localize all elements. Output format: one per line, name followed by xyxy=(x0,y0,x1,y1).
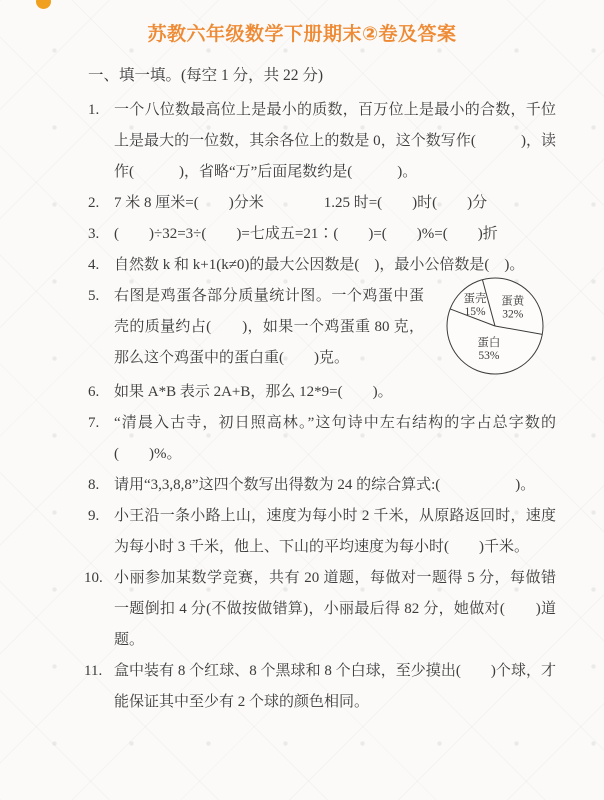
question-text: “清晨入古寺，初日照高林。”这句诗中左右结构的字占总字数的( )%。 xyxy=(114,415,556,462)
page-content xyxy=(0,64,604,718)
question-number: 4. xyxy=(88,257,100,273)
question-text: 请用“3,3,8,8”这四个数写出得数为 24 的综合算式:( )。 xyxy=(114,477,536,493)
question-number: 7. xyxy=(88,415,100,431)
pie-label-2: 蛋白 53% xyxy=(477,337,501,363)
question-9 xyxy=(88,501,556,563)
pie-label-0: 蛋壳 15% xyxy=(463,292,487,318)
question-number: 9. xyxy=(88,508,100,524)
question-text: 小丽参加某数学竞赛，共有 20 道题，每做对一题得 5 分，每做错一题倒扣 4 分(不做按做错算)，小丽最后得 82 分，她做对( )道题。 xyxy=(114,570,556,648)
question-text: 右图是鸡蛋各部分质量统计图。一个鸡蛋中蛋壳的质量约占( )，如果一个鸡蛋重 80 克，那么这个鸡蛋中的蛋白重( )克。 xyxy=(114,288,424,366)
question-1 xyxy=(88,95,556,188)
question-number: 6. xyxy=(88,384,100,400)
question-8 xyxy=(88,470,556,501)
question-text: 自然数 k 和 k+1(k≠0)的最大公因数是( )，最小公倍数是( )。 xyxy=(114,257,525,273)
question-text: 如果 A*B 表示 2A+B，那么 12*9=( )。 xyxy=(114,384,393,400)
question-number: 2. xyxy=(88,195,100,211)
question-number: 5. xyxy=(88,288,100,304)
question-text: 小王沿一条小路上山，速度为每小时 2 千米，从原路返回时，速度为每小时 3 千米，他上、下山的平均速度为每小时( )千米。 xyxy=(114,508,556,555)
question-text: 盒中装有 8 个红球、8 个黑球和 8 个白球，至少摸出( )个球，才能保证其中至少有 2 个球的颜色相同。 xyxy=(114,663,556,710)
question-number: 10. xyxy=(84,570,103,586)
question-list xyxy=(84,95,556,718)
egg-pie-chart xyxy=(434,275,556,375)
question-6 xyxy=(88,377,556,408)
corner-dot xyxy=(36,0,51,9)
question-7 xyxy=(88,408,556,470)
section-heading: 一、填一填。(每空 1 分，共 22 分) xyxy=(88,67,324,84)
question-number: 8. xyxy=(88,477,100,493)
question-text: 7 米 8 厘米=( )分米 1.25 时=( )时( )分 xyxy=(114,195,488,211)
question-text: ( )÷32=3÷( )=七成五=21∶( )=( )%=( )折 xyxy=(114,226,498,242)
question-5 xyxy=(88,281,556,374)
question-number: 3. xyxy=(88,226,100,242)
question-number: 1. xyxy=(88,102,100,118)
egg-pie-chart-svg xyxy=(434,275,556,375)
question-10 xyxy=(84,563,556,656)
question-3 xyxy=(88,219,556,250)
pie-label-1: 蛋黄 32% xyxy=(501,295,525,321)
question-text: 一个八位数最高位上是最小的质数，百万位上是最小的合数，千位上是最大的一位数，其余各位上的数是 0，这个数写作( )，读作( )，省略“万”后面尾数约是( )。 xyxy=(114,102,556,180)
question-number: 11. xyxy=(84,663,103,679)
page-title: 苏教六年级数学下册期末②卷及答案 xyxy=(147,24,457,45)
question-11 xyxy=(84,656,556,718)
question-2 xyxy=(88,188,556,219)
